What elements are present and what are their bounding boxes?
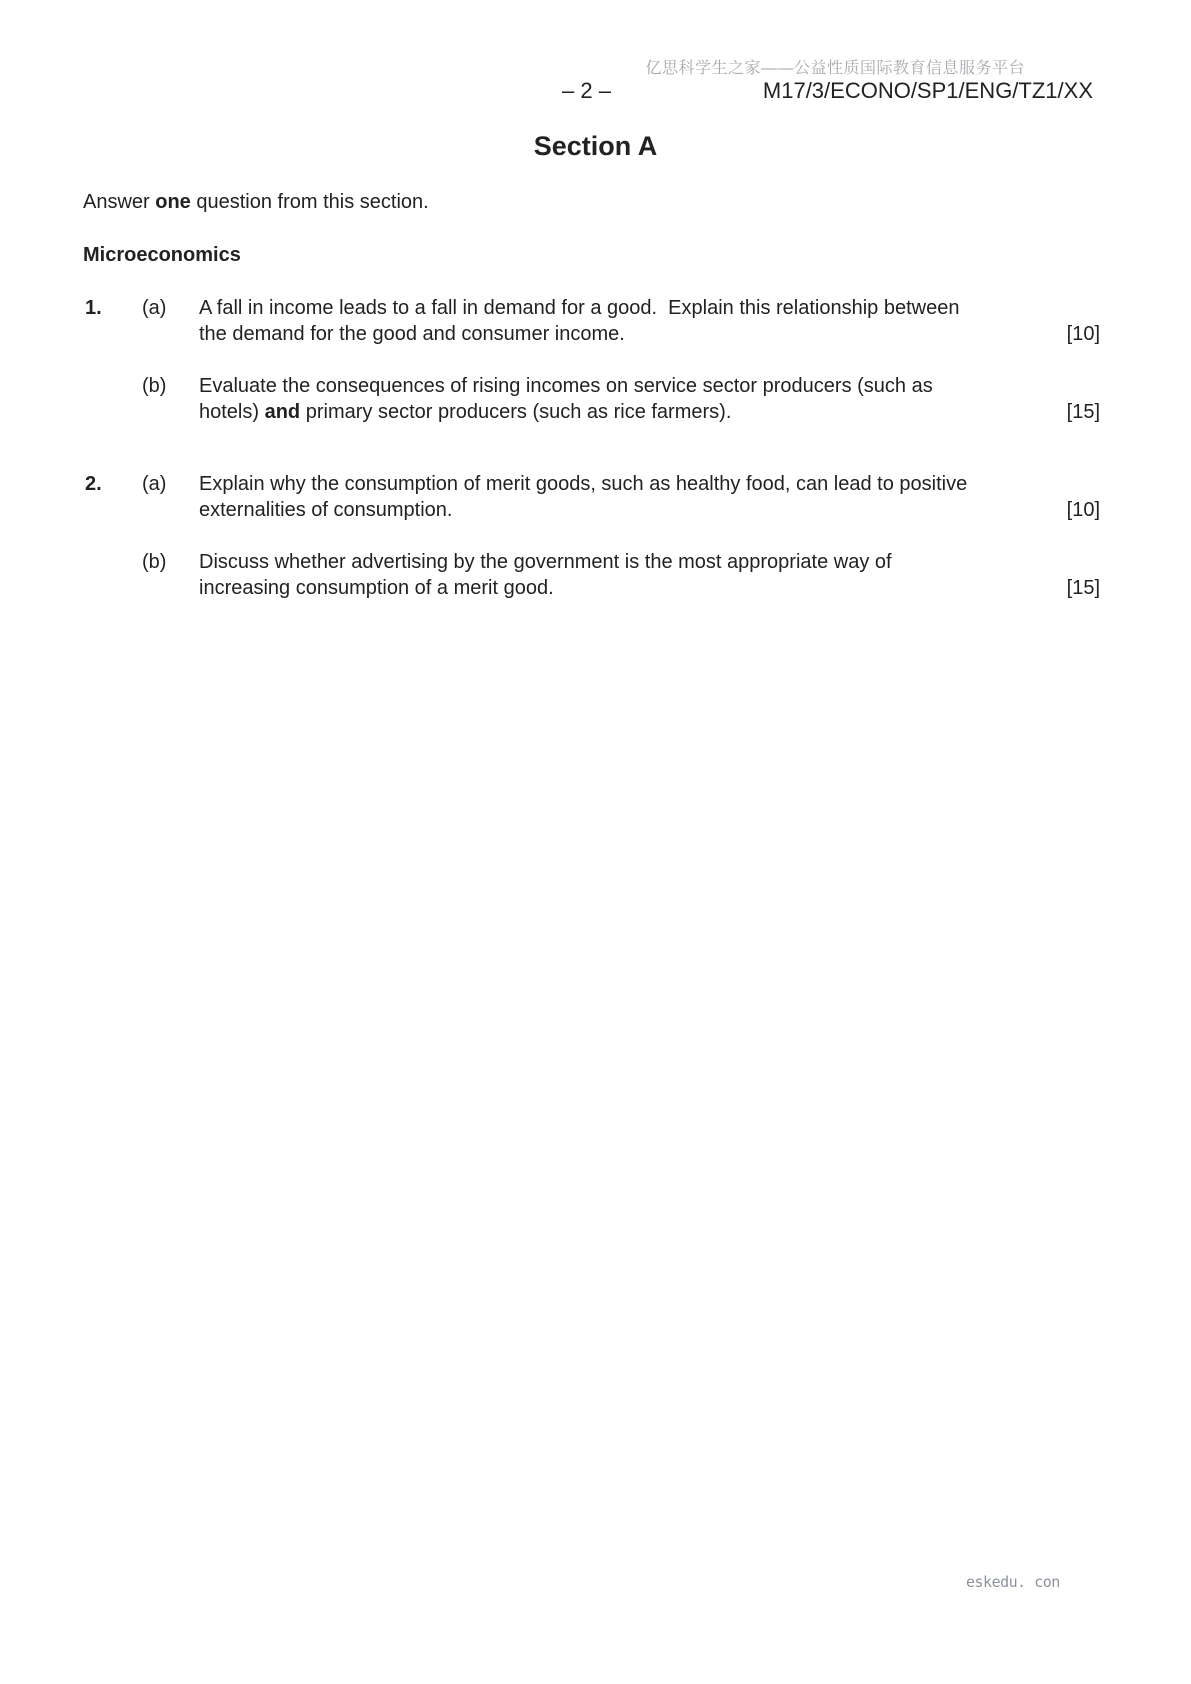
question-2b-line-1: Discuss whether advertising by the government is the most appropriate way of: [199, 551, 892, 573]
question-1b-letter: (b): [142, 375, 167, 397]
instruction-text-post: question from this section.: [190, 191, 429, 213]
question-2b-line-2: increasing consumption of a merit good.: [199, 577, 554, 599]
question-2a: [83, 471, 1100, 523]
question-1b-line-2-post: primary sector producers (such as rice farmers).: [300, 401, 732, 423]
question-2-number: 2.: [85, 473, 102, 495]
question-2b: [83, 549, 1100, 601]
header-watermark: 亿思科学生之家——公益性质国际教育信息服务平台: [645, 60, 1025, 77]
question-1b-text: [199, 373, 1100, 425]
question-1b-marks: [15]: [1066, 401, 1100, 423]
page-number: – 2 –: [562, 78, 611, 103]
section-instruction: [83, 189, 429, 215]
paper-code: M17/3/ECONO/SP1/ENG/TZ1/XX: [762, 78, 1093, 103]
section-title: Section A: [533, 131, 658, 161]
question-2b-letter: (b): [142, 551, 167, 573]
question-1a-marks: [10]: [1066, 323, 1100, 345]
question-1a-text: [199, 295, 1100, 347]
question-2a-line-2: externalities of consumption.: [199, 499, 453, 521]
question-2b-text: [199, 549, 1100, 601]
question-1b-line-1: Evaluate the consequences of rising incomes on service sector producers (such as: [199, 375, 933, 397]
instruction-text-pre: Answer: [83, 191, 156, 213]
topic-heading: Microeconomics: [83, 244, 241, 266]
question-1a-line-2: the demand for the good and consumer income.: [199, 323, 625, 345]
question-2a-letter: (a): [142, 473, 167, 495]
question-1a-letter: (a): [142, 297, 167, 319]
question-1b-line-2-pre: hotels): [199, 401, 265, 423]
question-1a: [83, 295, 1100, 347]
question-2b-marks: [15]: [1066, 577, 1100, 599]
footer-watermark: eskedu. con: [966, 1573, 1060, 1591]
question-2a-marks: [10]: [1066, 499, 1100, 521]
question-2a-line-1: Explain why the consumption of merit goods, such as healthy food, can lead to positive: [199, 473, 968, 495]
question-1b: [83, 373, 1100, 425]
question-1a-line-1: A fall in income leads to a fall in demand for a good. Explain this relationship between: [199, 297, 960, 319]
question-1b-line-2: [199, 399, 1100, 425]
instruction-text-bold: one: [155, 191, 191, 213]
question-1b-line-2-bold: and: [264, 401, 301, 423]
question-2a-text: [199, 471, 1100, 523]
question-1-number: 1.: [85, 297, 102, 319]
